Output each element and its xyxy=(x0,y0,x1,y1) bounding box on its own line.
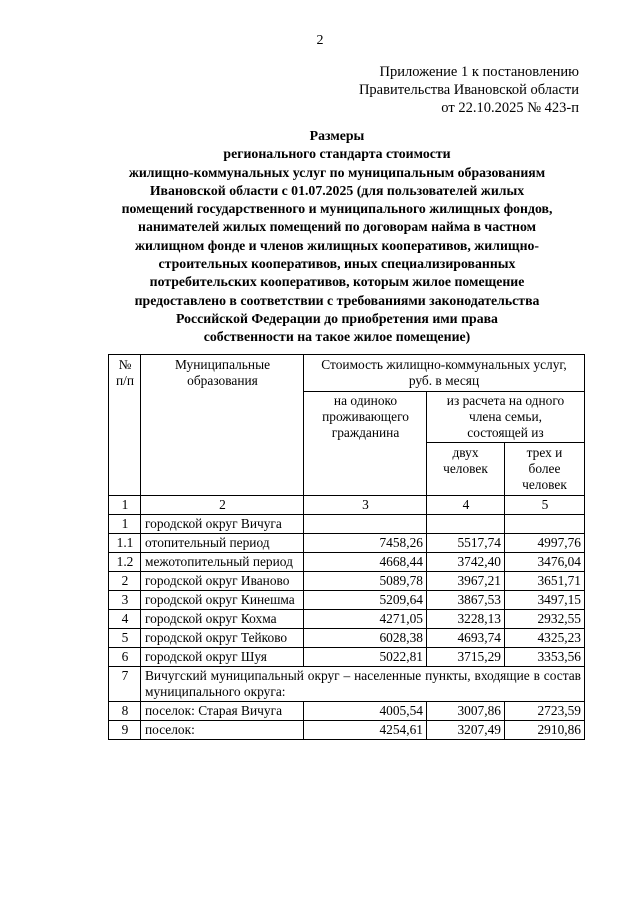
municipality-name: городской округ Кохма xyxy=(141,610,304,629)
cost-two: 3867,53 xyxy=(427,591,505,610)
appendix-line: Правительства Ивановской области xyxy=(358,82,579,98)
row-number: 1 xyxy=(109,515,141,534)
title-line: Ивановской области с 01.07.2025 (для пользователей жилых xyxy=(149,182,525,198)
cost-three: 3353,56 xyxy=(505,648,585,667)
spanning-description: Вичугский муниципальный округ – населенные пункты, входящие в состав муниципального округа: xyxy=(141,667,585,702)
cost-three: 4997,76 xyxy=(505,534,585,553)
cost-single xyxy=(304,515,427,534)
row-number: 2 xyxy=(109,572,141,591)
cost-single: 4254,61 xyxy=(304,721,427,740)
cost-single: 5209,64 xyxy=(304,591,427,610)
title-line: регионального стандарта стоимости xyxy=(223,146,451,162)
column-number: 5 xyxy=(505,496,585,515)
column-number: 2 xyxy=(141,496,304,515)
cost-two: 3742,40 xyxy=(427,553,505,572)
cost-two: 5517,74 xyxy=(427,534,505,553)
cost-three: 3651,71 xyxy=(505,572,585,591)
appendix-line: от 22.10.2025 № 423-п xyxy=(441,100,579,116)
table-row xyxy=(109,667,585,702)
cost-single: 5022,81 xyxy=(304,648,427,667)
municipality-name: городской округ Кинешма xyxy=(141,591,304,610)
municipality-name: городской округ Шуя xyxy=(141,648,304,667)
municipality-name: городской округ Тейково xyxy=(141,629,304,648)
title-line: жилищно-коммунальных услуг по муниципальным образованиям xyxy=(128,164,546,180)
table-row xyxy=(109,534,585,553)
municipality-name: городской округ Вичуга xyxy=(141,515,304,534)
title-line: строительных кооперативов, иных специализированных xyxy=(158,256,516,272)
row-number: 1.2 xyxy=(109,553,141,572)
title-line: Российской Федерации до приобретения ими права xyxy=(176,310,498,326)
column-number: 4 xyxy=(427,496,505,515)
header-num: № п/п xyxy=(109,355,141,496)
title-line: потребительских кооперативов, которым жилое помещение xyxy=(149,274,525,290)
cost-two: 3207,49 xyxy=(427,721,505,740)
title-line: жилищном фонде и членов жилищных кооперативов, жилищно- xyxy=(134,237,540,253)
municipality-name: отопительный период xyxy=(141,534,304,553)
table-row xyxy=(109,702,585,721)
table-row xyxy=(109,629,585,648)
cost-single: 4271,05 xyxy=(304,610,427,629)
table-row xyxy=(109,591,585,610)
table-row xyxy=(109,648,585,667)
table-row xyxy=(109,553,585,572)
cost-three: 2910,86 xyxy=(505,721,585,740)
header-row xyxy=(109,355,585,392)
cost-two: 3715,29 xyxy=(427,648,505,667)
title-line: помещений государственного и муниципального жилищных фондов, xyxy=(121,201,553,217)
title-line: предоставлено в соответствии с требованиями законодательства xyxy=(134,292,540,308)
table-row xyxy=(109,610,585,629)
title-line: собственности на такое жилое помещение) xyxy=(203,329,471,345)
header-cost: Стоимость жилищно-коммунальных услуг, руб. в месяц xyxy=(304,355,585,392)
cost-three xyxy=(505,515,585,534)
row-number: 9 xyxy=(109,721,141,740)
municipality-name: поселок: Старая Вичуга xyxy=(141,702,304,721)
cost-single: 4668,44 xyxy=(304,553,427,572)
header-per-member: из расчета на одного члена семьи, состоящей из xyxy=(427,392,585,443)
cost-two: 4693,74 xyxy=(427,629,505,648)
header-two: двух человек xyxy=(427,443,505,496)
cost-three: 3497,15 xyxy=(505,591,585,610)
cost-three: 3476,04 xyxy=(505,553,585,572)
column-number-row xyxy=(109,496,585,515)
page-number: 2 xyxy=(316,33,324,48)
cost-two: 3007,86 xyxy=(427,702,505,721)
header-three: трех и более человек xyxy=(505,443,585,496)
cost-three: 4325,23 xyxy=(505,629,585,648)
municipality-name: межотопительный период xyxy=(141,553,304,572)
municipality-name: поселок: xyxy=(141,721,304,740)
cost-two: 3228,13 xyxy=(427,610,505,629)
cost-single: 6028,38 xyxy=(304,629,427,648)
municipality-name: городской округ Иваново xyxy=(141,572,304,591)
appendix-block xyxy=(359,63,579,117)
row-number: 1.1 xyxy=(109,534,141,553)
header-single: на одиноко проживающего гражданина xyxy=(304,392,427,496)
cost-single: 5089,78 xyxy=(304,572,427,591)
row-number: 8 xyxy=(109,702,141,721)
column-number: 3 xyxy=(304,496,427,515)
table-row xyxy=(109,721,585,740)
row-number: 3 xyxy=(109,591,141,610)
cost-single: 7458,26 xyxy=(304,534,427,553)
cost-table xyxy=(108,354,585,740)
cost-three: 2723,59 xyxy=(505,702,585,721)
row-number: 7 xyxy=(109,667,141,702)
row-number: 4 xyxy=(109,610,141,629)
row-number: 5 xyxy=(109,629,141,648)
cost-three: 2932,55 xyxy=(505,610,585,629)
document-title xyxy=(95,127,579,347)
row-number: 6 xyxy=(109,648,141,667)
table-row xyxy=(109,515,585,534)
title-line: Размеры xyxy=(309,128,365,143)
header-municipality: Муниципальные образования xyxy=(141,355,304,496)
appendix-line: Приложение 1 к постановлению xyxy=(379,64,579,80)
title-line: нанимателей жилых помещений по договорам найма в частном xyxy=(138,219,536,235)
cost-two: 3967,21 xyxy=(427,572,505,591)
column-number: 1 xyxy=(109,496,141,515)
cost-two xyxy=(427,515,505,534)
cost-single: 4005,54 xyxy=(304,702,427,721)
table-row xyxy=(109,572,585,591)
